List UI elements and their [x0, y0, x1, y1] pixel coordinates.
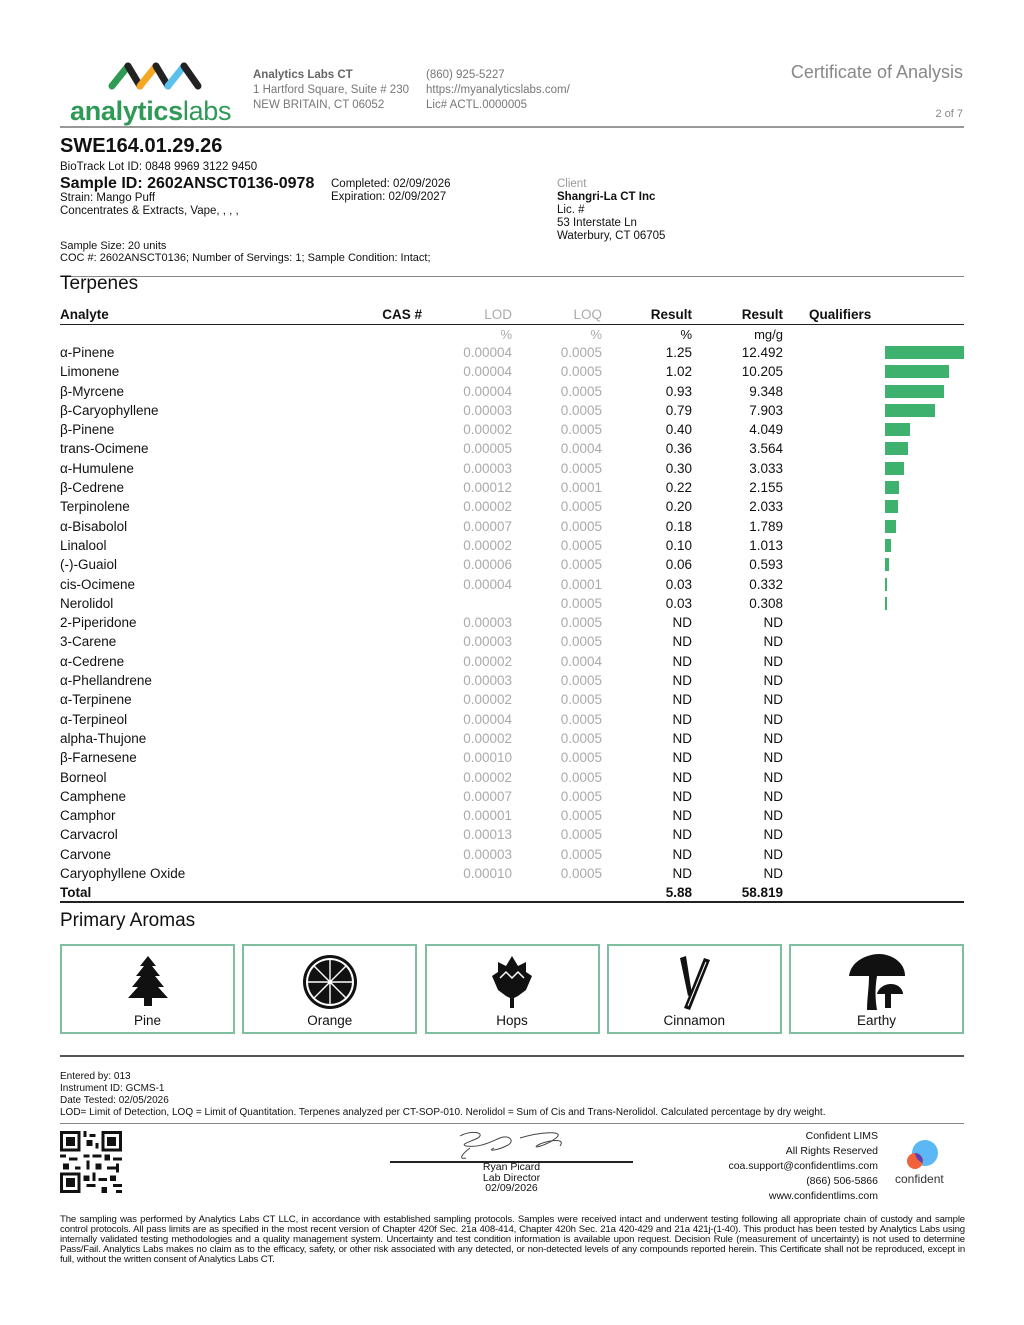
result-mg-cell: 12.492 [741, 345, 783, 360]
result-mg-cell: ND [763, 730, 783, 746]
result-bar [885, 385, 944, 398]
analyte-cell: Caryophyllene Oxide [60, 866, 186, 882]
client-license: Lic. # [557, 204, 585, 216]
document-title: Certificate of Analysis [790, 62, 963, 82]
result-pct-cell: 0.79 [665, 402, 692, 418]
col-cas: CAS # [382, 307, 422, 322]
table-row [60, 613, 964, 632]
total-pct: 5.88 [665, 885, 692, 901]
result-mg-cell: 0.332 [749, 576, 783, 592]
product-category: Concentrates & Extracts, Vape, , , , [60, 205, 239, 217]
hops-icon [492, 954, 532, 1010]
confident-wordmark: confident [895, 1172, 944, 1186]
analyte-cell: α-Cedrene [60, 653, 125, 669]
loq-cell: 0.0005 [560, 827, 602, 843]
lod-cell: 0.00012 [463, 480, 512, 496]
analyte-cell: Terpinolene [60, 499, 130, 515]
result-bar [885, 462, 904, 475]
sample-size: Sample Size: 20 units [60, 240, 167, 252]
logo-wave-icon [106, 58, 236, 94]
analyte-cell: Limonene [60, 364, 120, 380]
result-mg-cell: ND [763, 711, 783, 727]
strain-info [60, 192, 239, 218]
client-address-2: Waterbury, CT 06705 [557, 230, 666, 242]
table-row [60, 632, 964, 651]
table-row [60, 652, 964, 671]
result-bar [885, 423, 910, 436]
table-row [60, 517, 964, 536]
loq-cell: 0.0005 [560, 788, 602, 804]
lab-contact [426, 68, 570, 113]
loq-cell: 0.0005 [560, 750, 602, 766]
loq-cell: 0.0005 [560, 730, 602, 746]
lims-rights: All Rights Reserved [785, 1145, 878, 1157]
client-label: Client [557, 178, 587, 190]
result-mg-cell: ND [763, 866, 783, 882]
loq-cell: 0.0005 [560, 769, 602, 785]
analytics-labs-logo [68, 58, 238, 126]
analyte-cell: Borneol [60, 769, 107, 785]
lod-cell: 0.00002 [463, 499, 512, 515]
table-row [60, 555, 964, 574]
header-divider [60, 126, 964, 128]
lod-cell: 0.00004 [463, 711, 512, 727]
lab-address-2: NEW BRITAIN, CT 06052 [253, 99, 385, 111]
lod-cell: 0.00001 [463, 808, 512, 824]
result-mg-cell: 3.564 [749, 441, 783, 457]
table-units [60, 325, 964, 343]
col-loq: LOQ [573, 307, 602, 322]
result-pct-cell: 0.40 [665, 422, 692, 438]
table-row [60, 768, 964, 787]
lab-license: Lic# ACTL.0000005 [426, 99, 528, 111]
lod-cell: 0.00003 [463, 460, 512, 476]
loq-cell: 0.0005 [560, 499, 602, 515]
result-mg-cell: ND [763, 846, 783, 862]
aromas-title: Primary Aromas [60, 910, 196, 931]
analyte-cell: 2-Piperidone [60, 615, 137, 631]
signer-name: Ryan Picard [482, 1161, 541, 1173]
table-row [60, 671, 964, 690]
analyte-cell: Camphene [60, 788, 127, 804]
table-row [60, 845, 964, 864]
loq-cell: 0.0001 [560, 480, 602, 496]
result-pct-cell: ND [672, 866, 692, 882]
test-notes [60, 1071, 825, 1119]
loq-cell: 0.0005 [560, 866, 602, 882]
result-pct-cell: 0.20 [665, 499, 692, 515]
aroma-label: Earthy [856, 1013, 897, 1028]
lab-phone: (860) 925-5227 [426, 69, 505, 81]
result-bar [885, 404, 935, 417]
lod-cell: 0.00013 [463, 827, 512, 843]
client-name: Shangri-La CT Inc [557, 191, 656, 203]
result-bar [885, 500, 898, 513]
aroma-label: Cinnamon [663, 1013, 726, 1028]
batch-id: SWE164.01.29.26 [60, 135, 223, 157]
result-pct-cell: ND [672, 692, 692, 708]
table-row [60, 536, 964, 555]
lims-phone: (866) 506-5866 [806, 1175, 878, 1187]
result-pct-cell: 0.06 [665, 557, 692, 573]
total-mg: 58.819 [741, 885, 783, 901]
result-pct-cell: ND [672, 653, 692, 669]
result-pct-cell: 1.25 [665, 345, 692, 360]
unit-loq: % [590, 327, 602, 342]
coc-info: COC #: 2602ANSCT0136; Number of Servings: 1; Sample Condition: Intact; [60, 252, 431, 264]
result-mg-cell: 0.308 [749, 595, 783, 611]
result-mg-cell: ND [763, 634, 783, 650]
lab-address-1: 1 Hartford Square, Suite # 230 [253, 84, 409, 96]
expiration-date: Expiration: 02/09/2027 [331, 191, 447, 203]
pine-tree-icon [126, 954, 170, 1008]
analyte-cell: trans-Ocimene [60, 441, 149, 457]
table-row [60, 459, 964, 478]
lod-cell: 0.00005 [463, 441, 512, 457]
table-row [60, 787, 964, 806]
result-bar [885, 558, 889, 571]
table-row [60, 401, 964, 420]
analyte-cell: 3-Carene [60, 634, 117, 650]
result-mg-cell: ND [763, 827, 783, 843]
result-bar [885, 539, 891, 552]
result-pct-cell: ND [672, 808, 692, 824]
result-pct-cell: 0.30 [665, 460, 692, 476]
result-pct-cell: 0.36 [665, 441, 692, 457]
result-mg-cell: 10.205 [741, 364, 783, 380]
mushroom-icon [847, 954, 907, 1012]
analyte-cell: α-Humulene [60, 460, 134, 476]
analyte-cell: Linalool [60, 537, 107, 553]
aroma-label: Orange [307, 1013, 353, 1028]
col-analyte: Analyte [60, 307, 109, 322]
result-pct-cell: ND [672, 788, 692, 804]
col-lod: LOD [484, 307, 512, 322]
table-row [60, 497, 964, 516]
orange-slice-icon [302, 954, 358, 1010]
result-mg-cell: 0.593 [749, 557, 783, 573]
lims-name: Confident LIMS [805, 1130, 878, 1142]
result-mg-cell: 2.033 [749, 499, 783, 515]
result-pct-cell: ND [672, 730, 692, 746]
loq-cell: 0.0005 [560, 846, 602, 862]
result-mg-cell: ND [763, 808, 783, 824]
analyte-cell: alpha-Thujone [60, 730, 147, 746]
lod-cell: 0.00006 [463, 557, 512, 573]
lod-cell: 0.00004 [463, 576, 512, 592]
signature-image [390, 1128, 633, 1162]
result-bar [885, 442, 908, 455]
analyte-cell: β-Pinene [60, 422, 115, 438]
analyte-cell: α-Terpinene [60, 692, 132, 708]
date-tested: Date Tested: 02/05/2026 [60, 1095, 169, 1106]
analyte-cell: β-Myrcene [60, 383, 125, 399]
lod-cell: 0.00003 [463, 846, 512, 862]
unit-lod: % [500, 327, 512, 342]
lod-cell: 0.00010 [463, 866, 512, 882]
loq-cell: 0.0005 [560, 595, 602, 611]
sample-id: Sample ID: 2602ANSCT0136-0978 [60, 175, 315, 192]
loq-cell: 0.0005 [560, 557, 602, 573]
table-row [60, 825, 964, 844]
cinnamon-stick-icon [676, 954, 712, 1012]
table-row [60, 575, 964, 594]
result-pct-cell: ND [672, 827, 692, 843]
result-mg-cell: 1.789 [749, 518, 783, 534]
analyte-cell: Carvone [60, 846, 112, 862]
col-result-mg: Result [741, 307, 783, 322]
loq-cell: 0.0004 [560, 441, 602, 457]
result-bar [885, 346, 964, 359]
loq-cell: 0.0005 [560, 460, 602, 476]
result-bar [885, 597, 887, 610]
lims-website[interactable]: www.confidentlims.com [768, 1190, 878, 1202]
analyte-cell: Camphor [60, 808, 116, 824]
table-row [60, 748, 964, 767]
result-pct-cell: 0.22 [665, 480, 692, 496]
lims-info [728, 1129, 878, 1204]
result-mg-cell: ND [763, 788, 783, 804]
lab-info [253, 68, 409, 113]
result-pct-cell: 0.10 [665, 537, 692, 553]
result-pct-cell: 0.18 [665, 518, 692, 534]
aromas-grid [60, 944, 964, 1034]
col-qualifiers: Qualifiers [809, 307, 872, 322]
aroma-label: Pine [133, 1013, 162, 1028]
result-mg-cell: ND [763, 769, 783, 785]
qr-code-icon[interactable] [60, 1131, 122, 1193]
table-row [60, 439, 964, 458]
table-row [60, 806, 964, 825]
loq-cell: 0.0005 [560, 692, 602, 708]
terpenes-table [60, 307, 964, 903]
result-bar [885, 520, 896, 533]
analyte-cell: α-Phellandrene [60, 673, 152, 689]
lod-cell: 0.00010 [463, 750, 512, 766]
lod-cell: 0.00002 [463, 692, 512, 708]
aroma-label: Hops [496, 1013, 528, 1028]
loq-cell: 0.0005 [560, 615, 602, 631]
lod-cell: 0.00004 [463, 345, 512, 360]
result-pct-cell: ND [672, 673, 692, 689]
table-total-row [60, 883, 964, 903]
table-row [60, 729, 964, 748]
loq-cell: 0.0005 [560, 402, 602, 418]
notes-divider [60, 1123, 964, 1124]
result-bar [885, 578, 887, 591]
table-row [60, 420, 964, 439]
loq-cell: 0.0005 [560, 711, 602, 727]
lod-cell: 0.00003 [463, 673, 512, 689]
result-mg-cell: ND [763, 692, 783, 708]
result-mg-cell: 4.049 [749, 422, 783, 438]
loq-cell: 0.0005 [560, 518, 602, 534]
result-mg-cell: ND [763, 615, 783, 631]
analyte-cell: α-Pinene [60, 345, 115, 360]
entered-by: Entered by: 013 [60, 1071, 131, 1082]
table-row [60, 594, 964, 613]
result-pct-cell: ND [672, 750, 692, 766]
table-row [60, 690, 964, 709]
table-row [60, 343, 964, 362]
signer-info [390, 1162, 633, 1194]
result-pct-cell: ND [672, 769, 692, 785]
loq-cell: 0.0005 [560, 345, 602, 360]
legend-note: LOD= Limit of Detection, LOQ = Limit of Quantitation. Terpenes analyzed per CT-SOP-010. Nerolidol = Sum of Cis and Trans-Nerolidol. Calculated percentage by dry weight. [60, 1107, 826, 1118]
lod-cell: 0.00004 [463, 364, 512, 380]
table-header [60, 307, 964, 325]
loq-cell: 0.0001 [560, 576, 602, 592]
result-pct-cell: ND [672, 846, 692, 862]
result-mg-cell: ND [763, 653, 783, 669]
lab-website[interactable]: https://myanalyticslabs.com/ [426, 84, 570, 96]
analyte-cell: Carvacrol [60, 827, 118, 843]
instrument-id: Instrument ID: GCMS-1 [60, 1083, 165, 1094]
aroma-cinnamon [607, 944, 782, 1034]
lod-cell: 0.00002 [463, 769, 512, 785]
client-info [557, 178, 665, 243]
disclaimer: The sampling was performed by Analytics Labs CT LLC, in accordance with established sampling protocols. Samples were received intact and underwent testing following all appropriate chain of custody and sample control protocols. All pass limits are as specified in the most recent version of Chapter 420f Sec. 21a 408-414, Chapter 420h Sec. 21a 420-429 and 21a 421j-(1-40). This product has been tested by Analytics Labs using internally validated testing methodologies and a quality management system. Uncertainty and test condition information is available upon request. Decision Rule (measurement of uncertainty) is not used to determine Pass/Fail. Analytics Labs makes no claim as to the efficacy, safety, or other risk associated with any detected, or non-detected levels of any compounds reported herein. This Certificate shall not be reproduced, except in full, without the written consent of Analytics Labs CT. [60, 1214, 965, 1265]
completed-date: Completed: 02/09/2026 [331, 178, 451, 190]
table-row [60, 362, 964, 381]
loq-cell: 0.0005 [560, 673, 602, 689]
lod-cell: 0.00002 [463, 422, 512, 438]
sample-divider [60, 276, 964, 277]
result-mg-cell: 1.013 [749, 537, 783, 553]
biotrack-lot-id: BioTrack Lot ID: 0848 9969 3122 9450 [60, 161, 258, 173]
page-number: 2 of 7 [935, 108, 963, 120]
lod-cell: 0.00003 [463, 402, 512, 418]
signature-date: 02/09/2026 [485, 1182, 538, 1194]
lod-cell: 0.00007 [463, 518, 512, 534]
client-address-1: 53 Interstate Ln [557, 217, 637, 229]
analyte-cell: α-Terpineol [60, 711, 128, 727]
result-bar [885, 481, 899, 494]
dates [331, 178, 451, 204]
analyte-cell: β-Cedrene [60, 480, 125, 496]
table-row [60, 710, 964, 729]
lod-cell: 0.00004 [463, 383, 512, 399]
loq-cell: 0.0005 [560, 364, 602, 380]
loq-cell: 0.0005 [560, 537, 602, 553]
analyte-cell: β-Farnesene [60, 750, 137, 766]
lod-cell: 0.00002 [463, 537, 512, 553]
result-mg-cell: ND [763, 673, 783, 689]
table-body [60, 343, 964, 883]
aroma-pine [60, 944, 235, 1034]
result-pct-cell: ND [672, 615, 692, 631]
lab-name: Analytics Labs CT [253, 69, 353, 81]
strain: Strain: Mango Puff [60, 192, 156, 204]
analyte-cell: Nerolidol [60, 595, 114, 611]
lims-email[interactable]: coa.support@confidentlims.com [728, 1160, 878, 1172]
col-result-pct: Result [650, 307, 692, 322]
result-pct-cell: 0.93 [665, 383, 692, 399]
result-mg-cell: 9.348 [749, 383, 783, 399]
result-pct-cell: 0.03 [665, 595, 692, 611]
result-mg-cell: 3.033 [749, 460, 783, 476]
result-mg-cell: ND [763, 750, 783, 766]
logo-wordmark: analyticslabs [70, 96, 232, 126]
table-row [60, 478, 964, 497]
loq-cell: 0.0005 [560, 634, 602, 650]
unit-result-mg: mg/g [754, 327, 783, 342]
result-pct-cell: 1.02 [665, 364, 692, 380]
aroma-hops [425, 944, 600, 1034]
total-label: Total [60, 885, 92, 901]
unit-result-pct: % [680, 327, 692, 342]
aroma-orange [242, 944, 417, 1034]
analyte-cell: α-Bisabolol [60, 518, 128, 534]
result-bar [885, 365, 949, 378]
lod-cell: 0.00003 [463, 615, 512, 631]
aroma-earthy [789, 944, 964, 1034]
lod-cell: 0.00002 [463, 730, 512, 746]
analyte-cell: cis-Ocimene [60, 576, 136, 592]
table-row [60, 382, 964, 401]
result-pct-cell: ND [672, 634, 692, 650]
analyte-cell: β-Caryophyllene [60, 402, 159, 418]
sample-size-info [60, 240, 431, 264]
result-mg-cell: 7.903 [749, 402, 783, 418]
result-pct-cell: ND [672, 711, 692, 727]
lod-cell: 0.00007 [463, 788, 512, 804]
table-row [60, 864, 964, 883]
signer-title: Lab Director [482, 1171, 541, 1184]
loq-cell: 0.0005 [560, 422, 602, 438]
result-mg-cell: 2.155 [749, 480, 783, 496]
loq-cell: 0.0005 [560, 808, 602, 824]
loq-cell: 0.0005 [560, 383, 602, 399]
terpenes-title: Terpenes [60, 273, 139, 294]
lod-cell: 0.00003 [463, 634, 512, 650]
confident-logo-icon [903, 1139, 939, 1171]
result-pct-cell: 0.03 [665, 576, 692, 592]
lod-cell: 0.00002 [463, 653, 512, 669]
loq-cell: 0.0004 [560, 653, 602, 669]
aromas-divider [60, 1055, 964, 1057]
analyte-cell: (-)-Guaiol [60, 557, 118, 573]
